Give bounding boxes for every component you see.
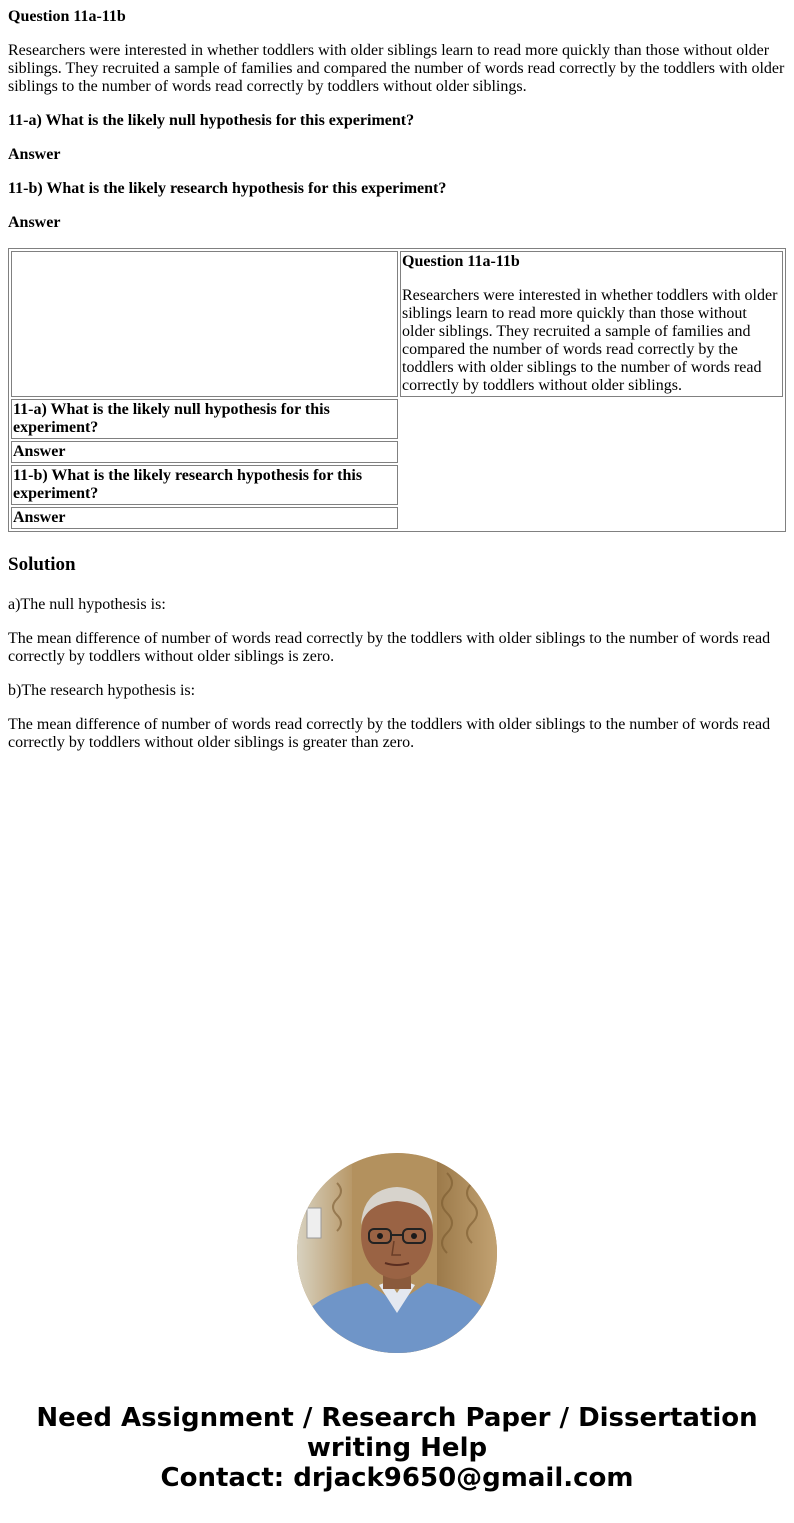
- table-question-body: Researchers were interested in whether toddlers with older siblings learn to read more quickly than those without older siblings. They recruited a sample of families and compared the number of words read correctly by the toddlers with older siblings to the number of words read correctly by toddlers without older siblings.: [402, 287, 778, 394]
- solution-a-label: a)The null hypothesis is:: [8, 596, 166, 613]
- solution-b-label: b)The research hypothesis is:: [8, 682, 196, 699]
- solution-heading: Solution: [8, 554, 76, 575]
- question-body: Researchers were interested in whether toddlers with older siblings learn to read more quickly than those without older siblings. They recruited a sample of families and compared the number of words read correctly by the toddlers with older siblings to the number of words read correctly by toddlers without older siblings.: [8, 42, 785, 95]
- document-content: [8, 8, 786, 768]
- avatar: [297, 1153, 497, 1353]
- promo-line-3: Contact: drjack9650@gmail.com: [160, 1463, 634, 1493]
- promo-line-1: Need Assignment / Research Paper / Dissertation: [36, 1403, 758, 1433]
- table-answer-b: Answer: [11, 507, 398, 529]
- table-part-a: 11-a) What is the likely null hypothesis for this experiment?: [11, 399, 398, 439]
- table-question-title: Question 11a-11b: [402, 253, 520, 270]
- question-table: [8, 248, 786, 532]
- person-portrait-icon: [297, 1153, 497, 1353]
- table-empty-cell: [11, 251, 398, 397]
- answer-b-label: Answer: [8, 214, 61, 231]
- solution-a-text: The mean difference of number of words read correctly by the toddlers with older siblings to the number of words read correctly by toddlers without older siblings is zero.: [8, 630, 771, 665]
- table-blank-area: [400, 399, 783, 529]
- table-part-b: 11-b) What is the likely research hypothesis for this experiment?: [11, 465, 398, 505]
- answer-a-label: Answer: [8, 146, 61, 163]
- promo-banner: [0, 1403, 794, 1493]
- question-title: Question 11a-11b: [8, 8, 126, 25]
- table-question-cell: [400, 251, 783, 397]
- question-part-b: 11-b) What is the likely research hypothesis for this experiment?: [8, 180, 447, 197]
- promo-line-2: writing Help: [306, 1433, 488, 1463]
- table-answer-a: Answer: [11, 441, 398, 463]
- solution-b-text: The mean difference of number of words read correctly by the toddlers with older siblings to the number of words read correctly by toddlers without older siblings is greater than zero.: [8, 716, 771, 751]
- question-part-a: 11-a) What is the likely null hypothesis for this experiment?: [8, 112, 415, 129]
